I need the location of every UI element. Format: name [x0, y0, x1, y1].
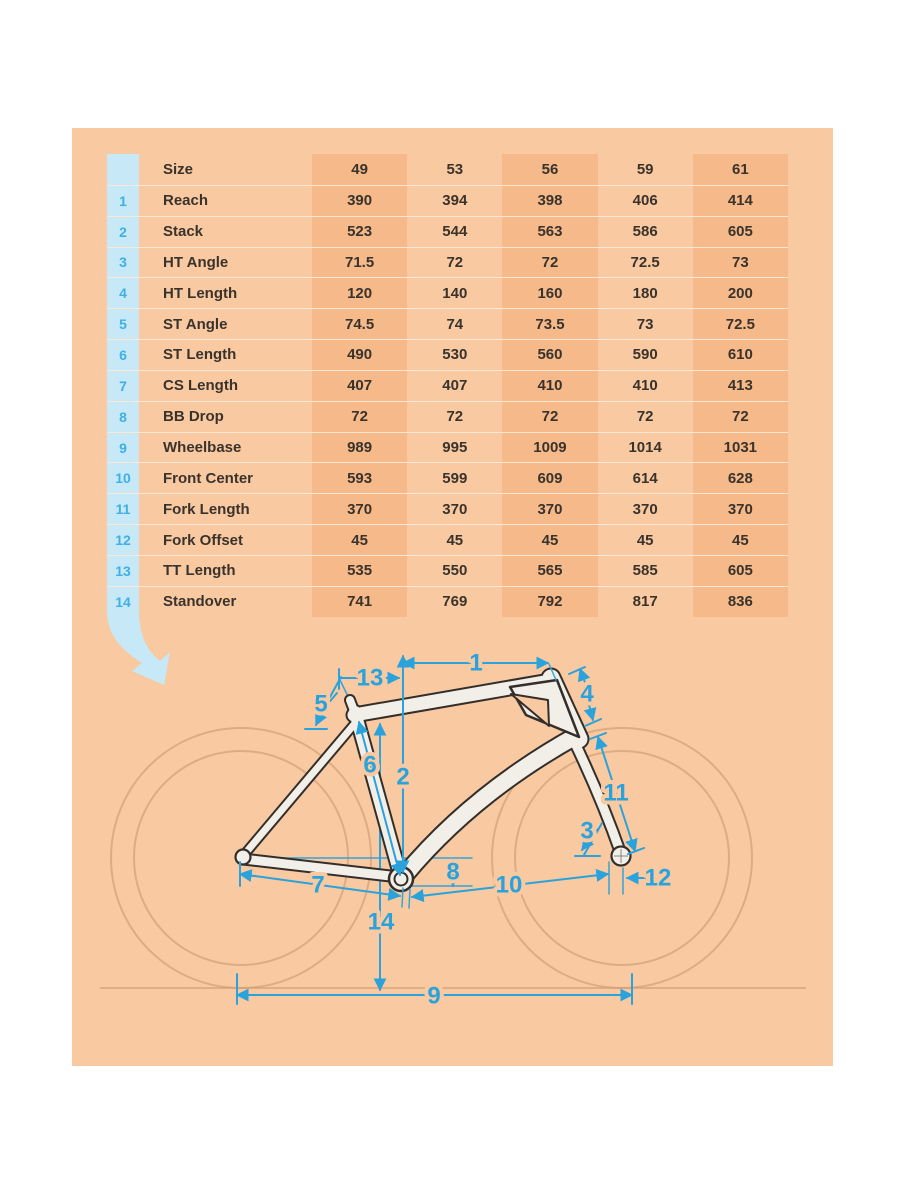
- size-column-header: 56: [502, 154, 597, 185]
- row-label: Wheelbase: [163, 439, 242, 457]
- value-cell: 1009: [502, 433, 597, 463]
- value-cell: 563: [502, 217, 597, 247]
- bottom-bracket-inner: [395, 873, 408, 886]
- value-cell: 585: [632, 562, 658, 580]
- dim-label-2: 2: [396, 763, 410, 791]
- value-cell: 628: [693, 463, 788, 493]
- value-cell: 550: [442, 562, 468, 580]
- row-label: Front Center: [163, 469, 253, 487]
- row-number-cell: 9: [107, 433, 139, 463]
- value-cell: 590: [632, 346, 658, 364]
- table-row: [107, 462, 788, 493]
- dim-label-12: 12: [644, 864, 672, 892]
- size-column-header: 49: [312, 154, 407, 185]
- row-number-cell: 12: [107, 525, 139, 555]
- value-cell: 45: [446, 531, 464, 549]
- value-cell: 72.5: [693, 309, 788, 339]
- table-to-diagram-arrow-icon: [107, 610, 170, 685]
- row-number-cell: 8: [107, 402, 139, 432]
- value-cell: 160: [502, 278, 597, 308]
- value-cell: 995: [442, 439, 468, 457]
- value-cell: 394: [442, 192, 468, 210]
- value-cell: 490: [312, 340, 407, 370]
- value-cell: 836: [693, 587, 788, 617]
- row-number-cell: 11: [107, 494, 139, 524]
- value-cell: 410: [632, 377, 658, 395]
- table-row: [107, 493, 788, 524]
- row-label: ST Angle: [163, 315, 228, 333]
- value-cell: 565: [502, 556, 597, 586]
- row-label: HT Length: [163, 284, 238, 302]
- row-number-cell: [107, 154, 139, 185]
- value-cell: 535: [312, 556, 407, 586]
- row-label: CS Length: [163, 377, 238, 395]
- value-cell: 792: [502, 587, 597, 617]
- table-row: [107, 339, 788, 370]
- table-row: [107, 277, 788, 308]
- table-row: [107, 216, 788, 247]
- value-cell: 72: [502, 248, 597, 278]
- value-cell: 370: [693, 494, 788, 524]
- table-row: [107, 247, 788, 278]
- value-cell: 610: [693, 340, 788, 370]
- table-row: [107, 370, 788, 401]
- row-number-cell: 14: [107, 587, 139, 617]
- value-cell: 1014: [628, 439, 662, 457]
- value-cell: 370: [632, 500, 658, 518]
- dim-label-13: 13: [356, 664, 384, 692]
- table-row: [107, 185, 788, 216]
- value-cell: 741: [312, 587, 407, 617]
- geometry-card: [72, 128, 833, 1066]
- value-cell: 71.5: [312, 248, 407, 278]
- value-cell: 45: [693, 525, 788, 555]
- row-label: Standover: [163, 593, 237, 611]
- value-cell: 413: [693, 371, 788, 401]
- value-cell: 1031: [693, 433, 788, 463]
- row-number-cell: 10: [107, 463, 139, 493]
- table-row: [107, 308, 788, 339]
- value-cell: 72: [446, 253, 464, 271]
- bike-geometry-diagram: [72, 590, 833, 1068]
- value-cell: 74: [446, 315, 464, 333]
- value-cell: 560: [502, 340, 597, 370]
- dim-label-14: 14: [367, 908, 395, 936]
- value-cell: 45: [502, 525, 597, 555]
- table-row: [107, 432, 788, 463]
- value-cell: 73: [693, 248, 788, 278]
- row-number-cell: 4: [107, 278, 139, 308]
- value-cell: 523: [312, 217, 407, 247]
- value-cell: 407: [442, 377, 468, 395]
- value-cell: 406: [632, 192, 658, 210]
- dim-label-7: 7: [311, 871, 325, 899]
- row-label: Stack: [163, 223, 204, 241]
- value-cell: 72: [446, 408, 464, 426]
- size-column-header: 59: [636, 160, 654, 178]
- value-cell: 586: [632, 223, 658, 241]
- dim-label-3: 3: [580, 817, 594, 845]
- value-cell: 390: [312, 186, 407, 216]
- value-cell: 593: [312, 463, 407, 493]
- value-cell: 769: [442, 593, 468, 611]
- dim-label-8: 8: [446, 858, 460, 886]
- value-cell: 609: [502, 463, 597, 493]
- value-cell: 410: [502, 371, 597, 401]
- row-number-cell: 3: [107, 248, 139, 278]
- dim-label-11: 11: [603, 779, 629, 807]
- table-row: [107, 524, 788, 555]
- dim-label-6: 6: [363, 751, 377, 779]
- geometry-table: [107, 154, 788, 617]
- value-cell: 45: [636, 531, 654, 549]
- gusset-cutout: [511, 694, 549, 726]
- value-cell: 398: [502, 186, 597, 216]
- value-cell: 605: [693, 556, 788, 586]
- dim-label-5: 5: [314, 690, 328, 718]
- value-cell: 72: [693, 402, 788, 432]
- row-label: Reach: [163, 192, 209, 210]
- rear-dropout: [236, 850, 251, 865]
- row-label: HT Angle: [163, 253, 229, 271]
- value-cell: 180: [632, 284, 658, 302]
- value-cell: 407: [312, 371, 407, 401]
- value-cell: 72: [636, 408, 654, 426]
- value-cell: 370: [312, 494, 407, 524]
- size-column-header: 53: [446, 160, 464, 178]
- value-cell: 599: [442, 469, 468, 487]
- row-number-cell: 2: [107, 217, 139, 247]
- row-label: ST Length: [163, 346, 237, 364]
- value-cell: 989: [312, 433, 407, 463]
- size-header-label: Size: [163, 160, 194, 178]
- table-row: [107, 555, 788, 586]
- value-cell: 370: [502, 494, 597, 524]
- dim-label-10: 10: [495, 871, 523, 899]
- row-number-cell: 5: [107, 309, 139, 339]
- value-cell: 120: [312, 278, 407, 308]
- value-cell: 605: [693, 217, 788, 247]
- row-label: Fork Offset: [163, 531, 244, 549]
- row-label: Fork Length: [163, 500, 250, 518]
- value-cell: 140: [442, 284, 468, 302]
- value-cell: 74.5: [312, 309, 407, 339]
- value-cell: 72: [502, 402, 597, 432]
- value-cell: 370: [442, 500, 468, 518]
- table-header-row: [107, 154, 788, 185]
- value-cell: 72.5: [630, 253, 660, 271]
- row-number-cell: 1: [107, 186, 139, 216]
- value-cell: 544: [442, 223, 468, 241]
- value-cell: 72: [312, 402, 407, 432]
- row-number-cell: 7: [107, 371, 139, 401]
- row-label: BB Drop: [163, 408, 224, 426]
- size-column-header: 61: [693, 154, 788, 185]
- value-cell: 73: [636, 315, 654, 333]
- row-number-cell: 6: [107, 340, 139, 370]
- value-cell: 45: [312, 525, 407, 555]
- value-cell: 414: [693, 186, 788, 216]
- row-label: TT Length: [163, 562, 236, 580]
- value-cell: 817: [632, 593, 658, 611]
- row-number-cell: 13: [107, 556, 139, 586]
- dim-label-1: 1: [469, 649, 483, 677]
- dim-label-4: 4: [580, 680, 594, 708]
- value-cell: 200: [693, 278, 788, 308]
- value-cell: 530: [442, 346, 468, 364]
- dim-label-9: 9: [427, 982, 441, 1010]
- value-cell: 614: [632, 469, 658, 487]
- value-cell: 73.5: [502, 309, 597, 339]
- table-row: [107, 401, 788, 432]
